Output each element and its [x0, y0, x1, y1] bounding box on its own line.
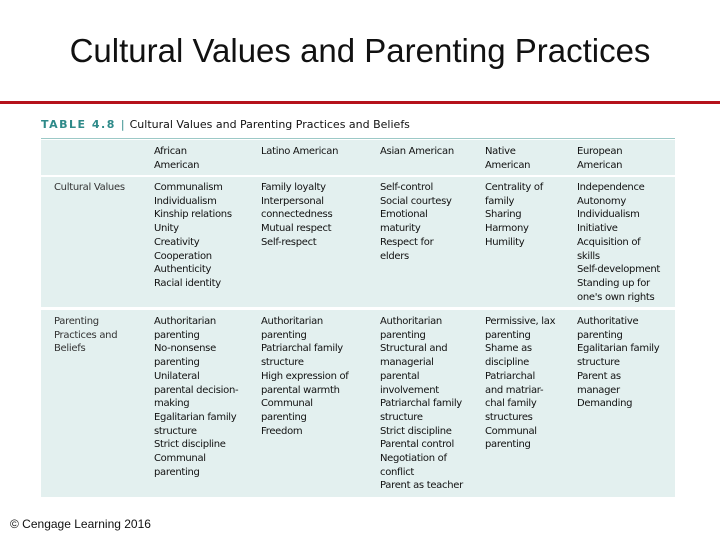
column-header-african-american: African American	[154, 146, 200, 171]
table-cell: Independence Autonomy Individualism Initiative Acquisition of skills Self-development Standing up for one's own rights	[577, 182, 661, 303]
column-header-latino-american: Latino American	[261, 146, 339, 157]
table-cell: Family loyalty Interpersonal connectedness Mutual respect Self-respect	[261, 182, 333, 248]
table-top-rule	[41, 138, 675, 139]
table-cell: Centrality of family Sharing Harmony Humility	[485, 182, 543, 248]
column-header-asian-american: Asian American	[380, 146, 454, 157]
table-cell: Communalism Individualism Kinship relations Unity Creativity Cooperation Authenticity Racial identity	[154, 182, 232, 289]
column-header-native-american: Native American	[485, 146, 531, 171]
table-cell: Authoritarian parenting Patriarchal family structure High expression of parental warmth Communal parenting Freedom	[261, 316, 349, 437]
table-cell: Authoritarian parenting No-nonsense parenting Unilateral parental decision- making Egalitarian family structure Strict discipline Communal parenting	[154, 316, 239, 478]
title-divider	[0, 101, 720, 104]
slide-title: Cultural Values and Parenting Practices	[69, 32, 651, 69]
table-title: Cultural Values and Parenting Practices and Beliefs	[129, 118, 410, 131]
table-caption	[41, 118, 410, 131]
caption-separator: |	[120, 118, 125, 131]
table-cell: Self-control Social courtesy Emotional maturity Respect for elders	[380, 182, 452, 262]
table-number: TABLE 4.8	[41, 118, 116, 131]
column-header-european-american: European American	[577, 146, 623, 171]
table-cell: Permissive, lax parenting Shame as discipline Patriarchal and matriar- chal family structures Communal parenting	[485, 316, 556, 451]
table-cell: Authoritarian parenting Structural and managerial parental involvement Patriarchal family structure Strict discipline Parental control Negotiation of conflict Parent as teacher	[380, 316, 463, 492]
row-label-cultural-values: Cultural Values	[54, 182, 125, 193]
row-label-parenting-practices: Parenting Practices and Beliefs	[54, 316, 118, 355]
copyright-notice: © Cengage Learning 2016	[10, 517, 151, 531]
table-cell: Authoritative parenting Egalitarian family structure Parent as manager Demanding	[577, 316, 660, 410]
